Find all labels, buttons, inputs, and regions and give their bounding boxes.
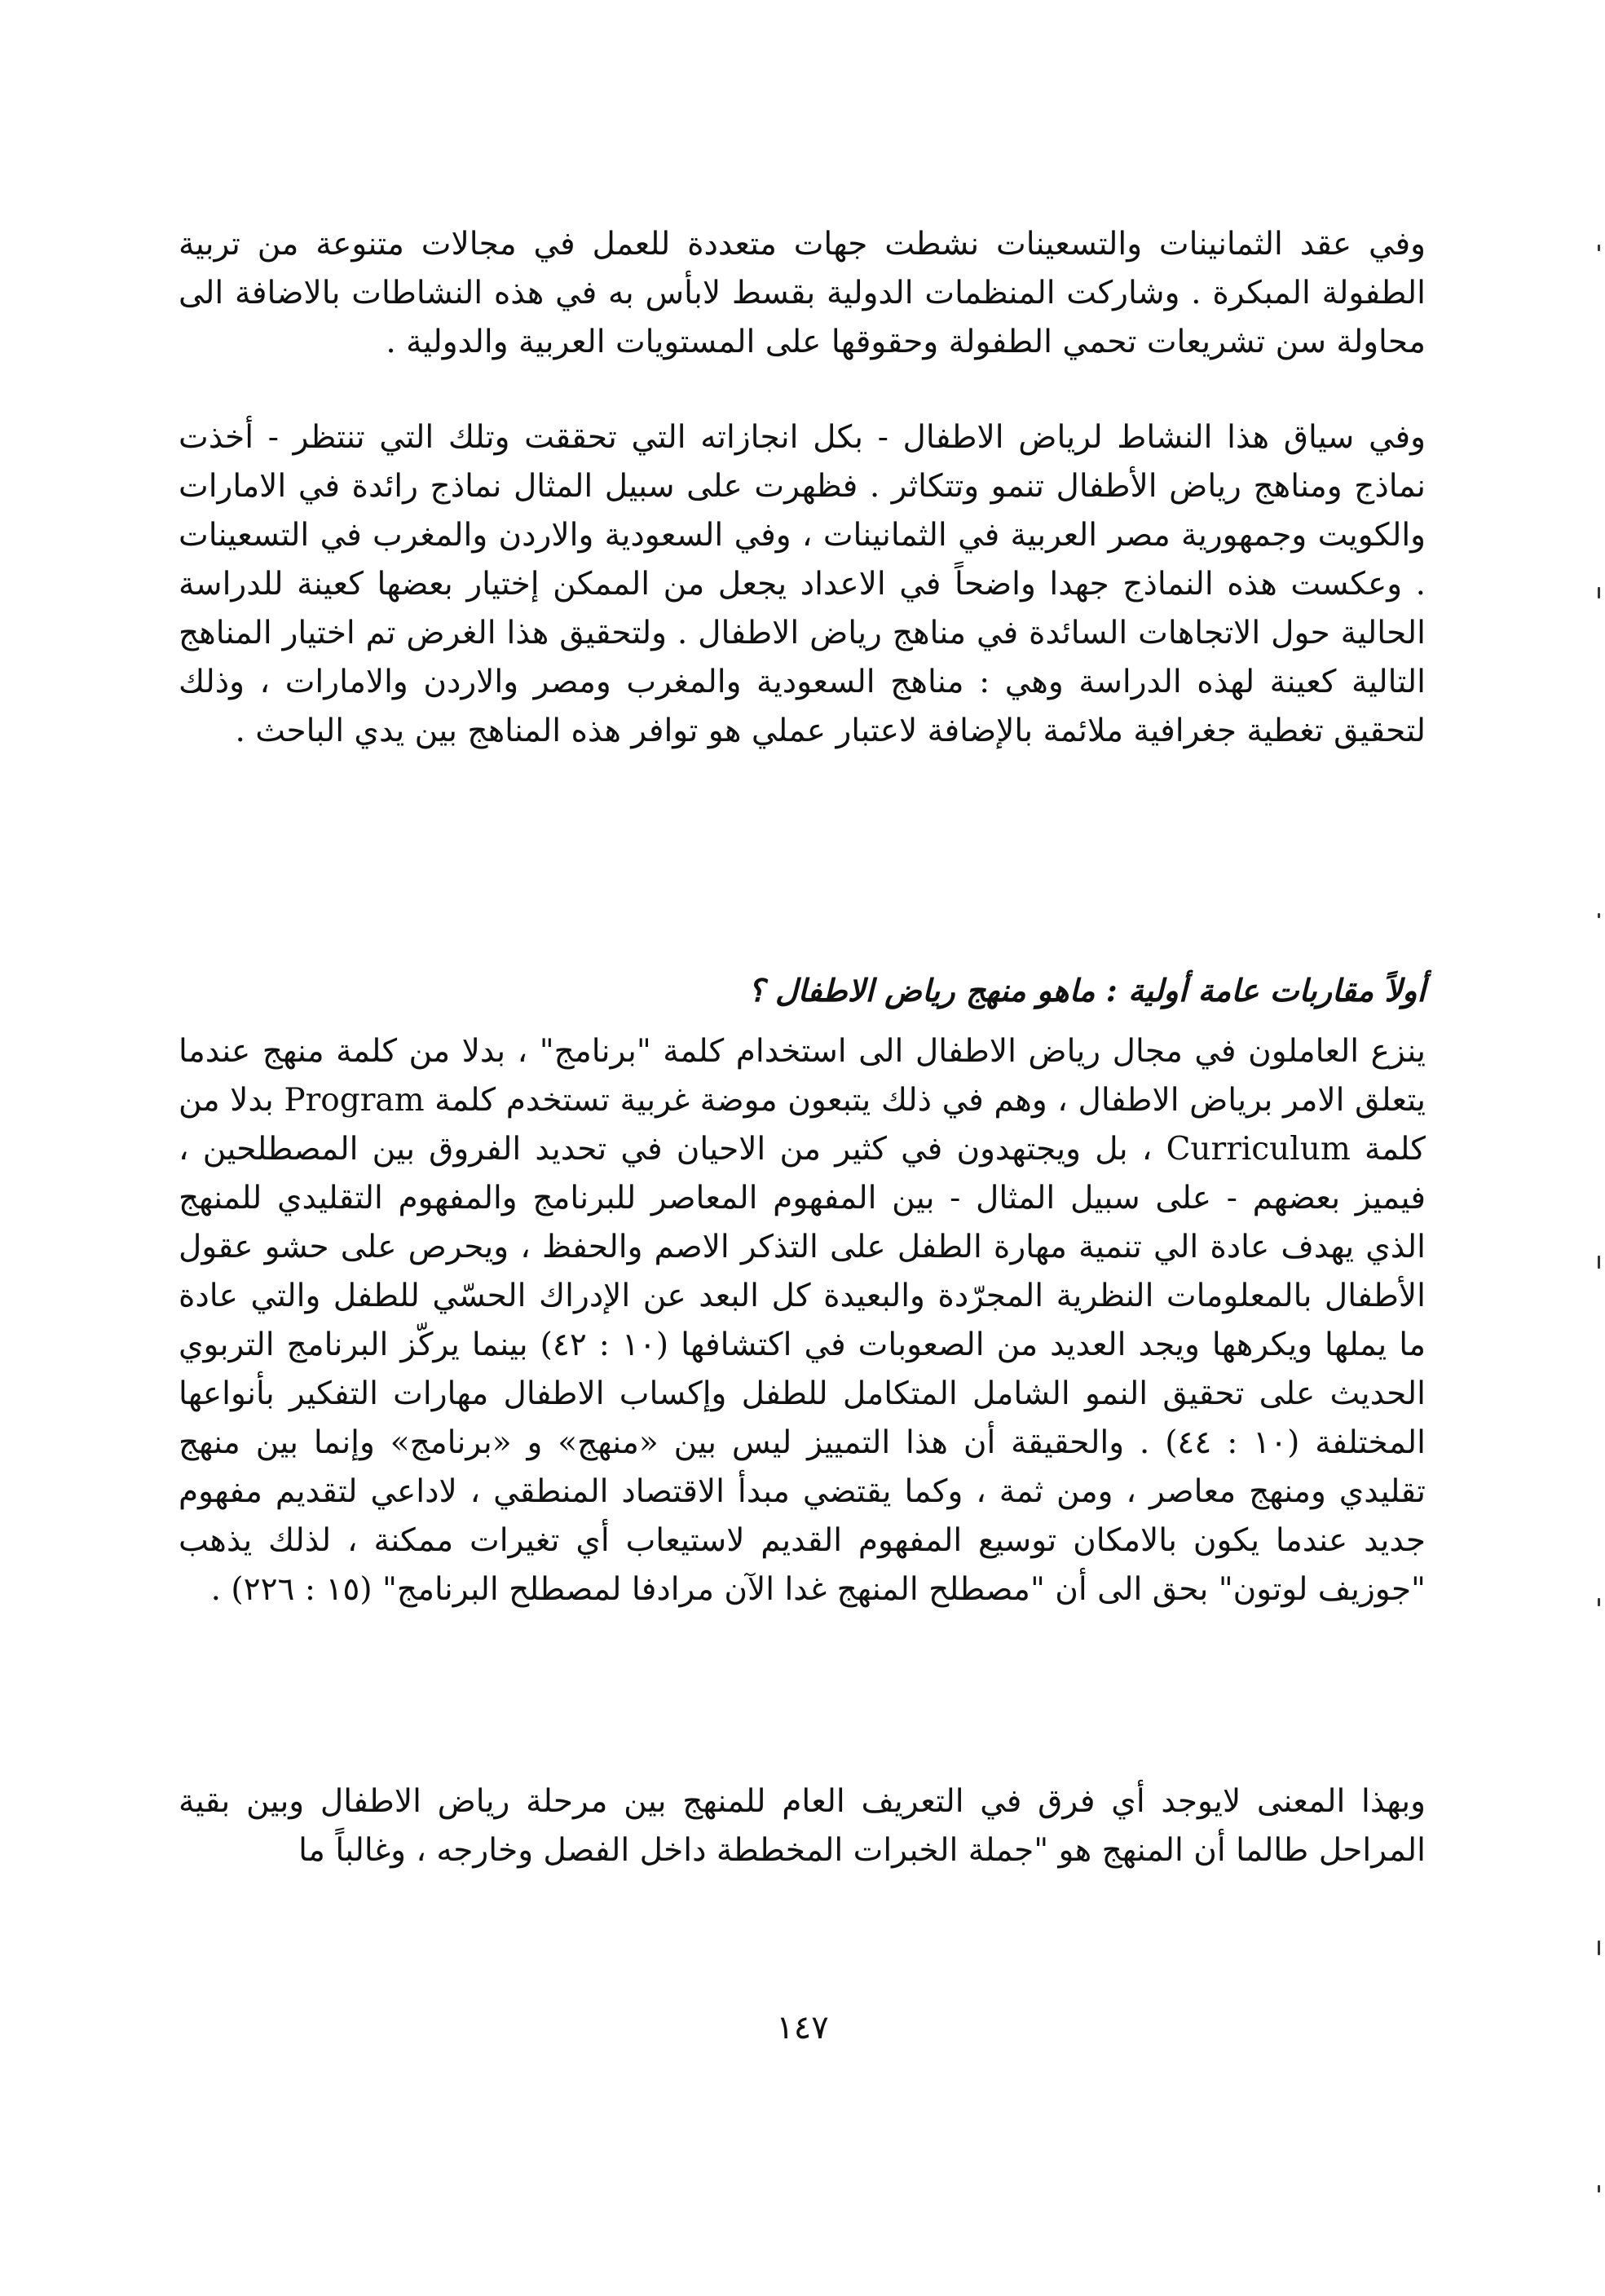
paragraph-2: وفي سياق هذا النشاط لرياض الاطفال - بكل انجازاته التي تحققت وتلك التي تنتظر - أخذت نماذج ومناهج رياض الأطفال تنمو وتتكاثر . فظهرت على سبيل المثال نماذج رائدة في الامارات والكويت وجمهورية مصر العربية في الثمانينات ، وفي السعودية والاردن والمغرب في التسعينات . وعكست هذه النماذج جهدا واضحاً في الاعداد يجعل من الممكن إختيار بعضها كعينة للدراسة الحالية حول الاتجاهات السائدة في مناهج رياض الاطفال . ولتحقيق هذا الغرض تم اختيار المناهج التالية كعينة لهذه الدراسة وهي : مناهج السعودية والمغرب ومصر والاردن والامارات ، وذلك لتحقيق تغطية جغرافية ملائمة بالإضافة لاعتبار عملي هو توافر هذه المناهج بين يدي الباحث . xyxy=(179,419,1426,749)
section-heading: أولاً مقاربات عامة أولية : ماهو منهج رياض الاطفال ؟ xyxy=(747,972,1426,1009)
paragraph-4: وبهذا المعنى لايوجد أي فرق في التعريف العام للمنهج بين مرحلة رياض الاطفال وبين بقية المراحل طالما أن المنهج هو "جملة الخبرات المخططة داخل الفصل وخارجه ، وغالباً ما xyxy=(179,1783,1426,1869)
scan-speck xyxy=(1598,1941,1600,1955)
paragraph-3: ينزع العاملون في مجال رياض الاطفال الى استخدام كلمة "برنامج" ، بدلا من كلمة منهج عندما يتعلق الامر برياض الاطفال ، وهم في ذلك يتبعون موضة غربية تستخدم كلمة Program بدلا من كلمة Curriculum ، بل ويجتهدون في كثير من الاحيان في تحديد الفروق بين المصطلحين ، فيميز بعضهم - على سبيل المثال - بين المفهوم المعاصر للبرنامج والمفهوم التقليدي للمنهج الذي يهدف عادة الي تنمية مهارة الطفل على التذكر الاصم والحفظ ، ويحرص على حشو عقول الأطفال بالمعلومات النظرية المجرّدة والبعيدة كل البعد عن الإدراك الحسّي للطفل والتي عادة ما يملها ويكرهها ويجد العديد من الصعوبات في اكتشافها (١٠ : ٤٢) بينما يركّز البرنامج التربوي الحديث على تحقيق النمو الشامل المتكامل للطفل وإكساب الاطفال مهارات التفكير بأنواعها المختلفة (١٠ : ٤٤) . والحقيقة أن هذا التمييز ليس بين «منهج» و «برنامج» وإنما بين منهج تقليدي ومنهج معاصر ، ومن ثمة ، وكما يقتضي مبدأ الاقتصاد المنطقي ، لاداعي لتقديم مفهوم جديد عندما يكون بالامكان توسيع المفهوم القديم لاستيعاب أي تغيرات ممكنة ، لذلك يذهب "جوزيف لوتون" بحق الى أن "مصطلح المنهج غدا الآن مرادفا لمصطلح البرنامج" (١٥ : ٢٢٦) . xyxy=(179,1033,1426,1608)
scan-speck xyxy=(1598,245,1600,251)
scan-speck xyxy=(1598,1598,1600,1606)
scan-speck xyxy=(1598,587,1600,598)
scan-speck xyxy=(1598,913,1600,918)
scan-speck xyxy=(1598,1256,1600,1269)
paragraph-1: وفي عقد الثمانينات والتسعينات نشطت جهات متعددة للعمل في مجالات متنوعة من تربية الطفولة المبكرة . وشاركت المنظمات الدولية بقسط لابأس به في هذه النشاطات بالاضافة الى محاولة سن تشريعات تحمي الطفولة وحقوقها على المستويات العربية والدولية . xyxy=(179,226,1426,360)
page-number: ١٤٧ xyxy=(776,2009,829,2047)
scan-speck xyxy=(1598,2185,1600,2192)
scan-edge-artifacts xyxy=(1592,245,1600,2201)
